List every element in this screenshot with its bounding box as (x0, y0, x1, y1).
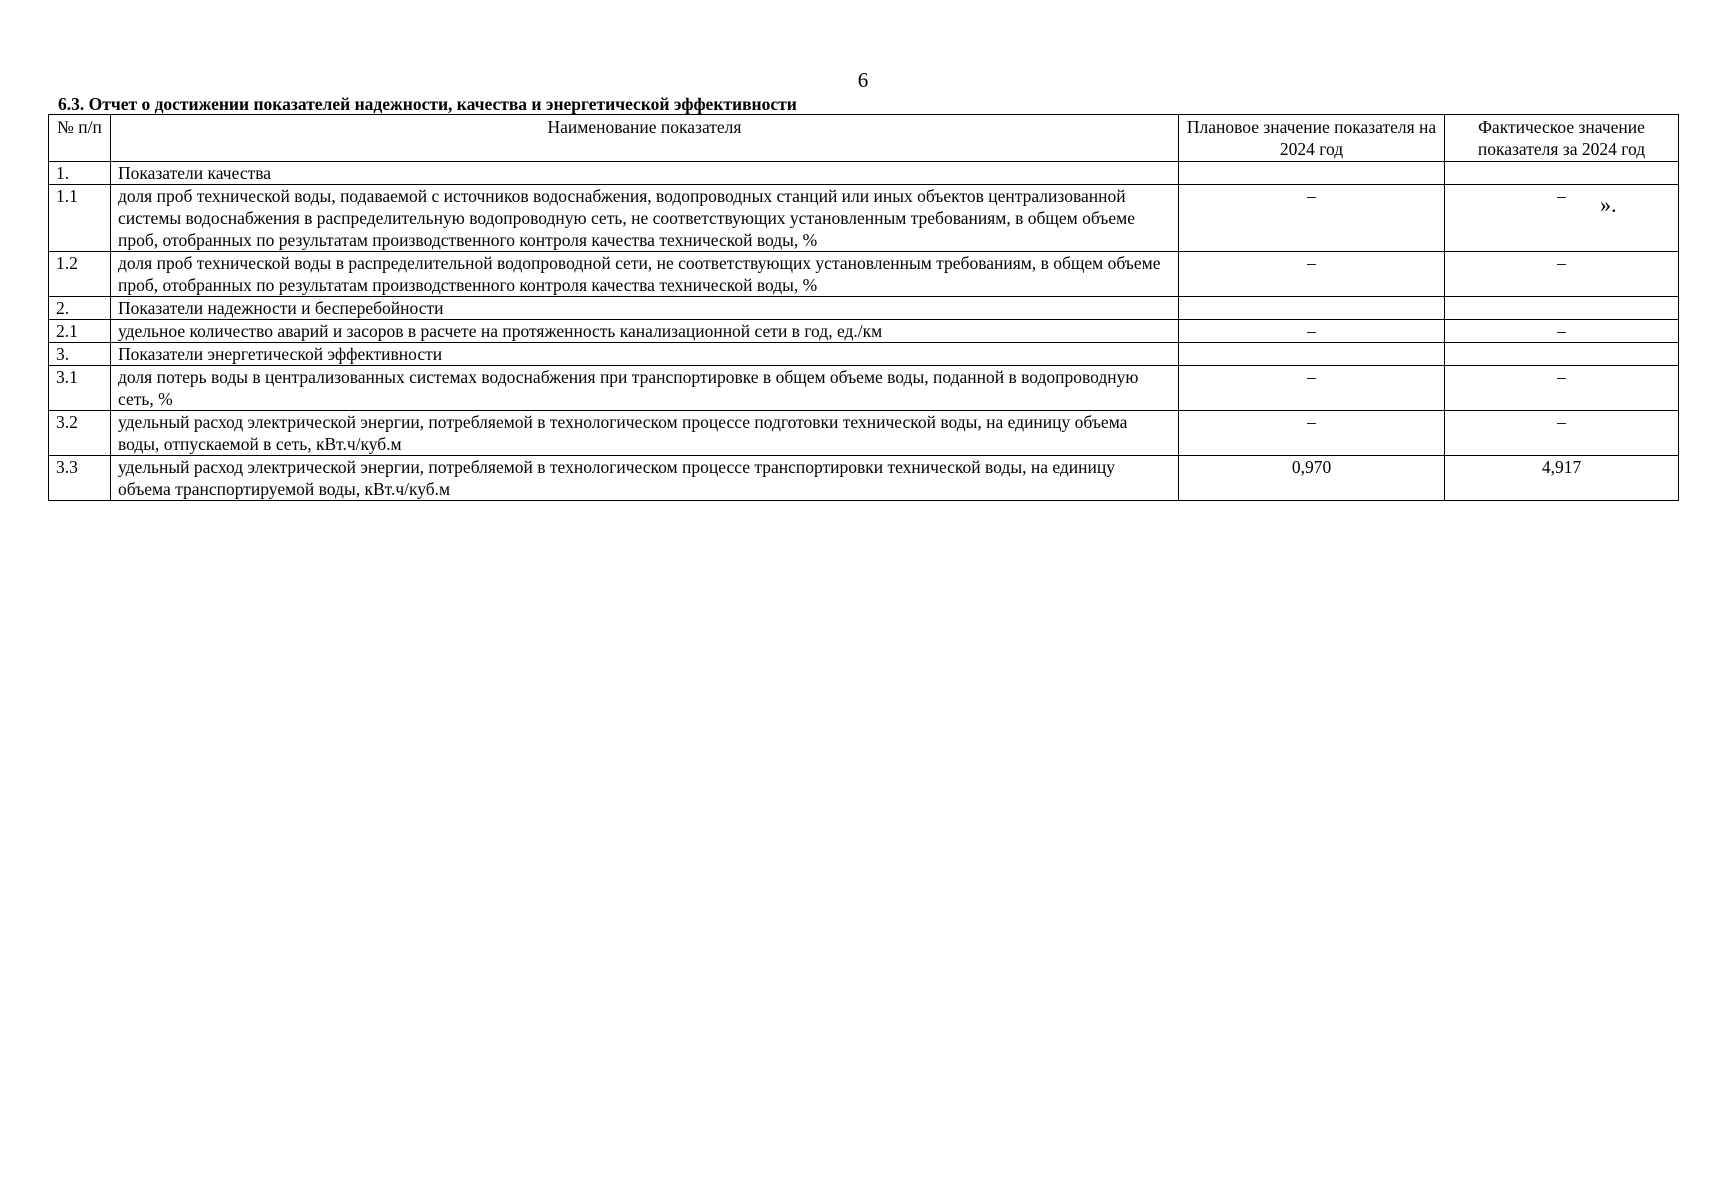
table-row (49, 297, 1679, 320)
row-name: удельное количество аварий и засоров в расчете на протяженность канализационной сети в год, ед./км (111, 320, 1179, 343)
row-num: 1. (49, 162, 111, 185)
row-plan (1179, 297, 1445, 320)
table-row (49, 366, 1679, 411)
table-row (49, 411, 1679, 456)
row-plan: – (1179, 252, 1445, 297)
row-num: 1.2 (49, 252, 111, 297)
row-name: Показатели надежности и бесперебойности (111, 297, 1179, 320)
row-num: 1.1 (49, 185, 111, 252)
row-fact: – (1445, 366, 1679, 411)
row-fact: – (1445, 411, 1679, 456)
table-row (49, 320, 1679, 343)
closing-quote-mark: ». (1600, 192, 1617, 217)
row-name: Показатели энергетической эффективности (111, 343, 1179, 366)
row-fact (1445, 297, 1679, 320)
table-row (49, 162, 1679, 185)
row-num: 3.2 (49, 411, 111, 456)
table-row (49, 185, 1679, 252)
row-fact: – (1445, 252, 1679, 297)
table-row (49, 456, 1679, 501)
row-num: 3.3 (49, 456, 111, 501)
header-plan: Плановое значение показателя на 2024 год (1179, 115, 1445, 162)
page-number: 6 (857, 68, 869, 92)
table-row (49, 252, 1679, 297)
row-num: 2. (49, 297, 111, 320)
row-num: 3. (49, 343, 111, 366)
row-name: удельный расход электрической энергии, потребляемой в технологическом процессе транспортировки технической воды, на единицу объема транспортируемой воды, кВт.ч/куб.м (111, 456, 1179, 501)
row-name: доля проб технической воды, подаваемой с источников водоснабжения, водопроводных станций или иных объектов централизованной системы водоснабжения в распределительную водопроводную сеть, не соответствующих установленным требованиям, в общем объеме проб, отобранных по результатам производственного контроля качества технической воды, % (111, 185, 1179, 252)
row-fact (1445, 162, 1679, 185)
row-plan (1179, 343, 1445, 366)
indicators-table (48, 114, 1679, 501)
row-num: 2.1 (49, 320, 111, 343)
header-fact: Фактическое значение показателя за 2024 год (1445, 115, 1679, 162)
section-title: 6.3. Отчет о достижении показателей надежности, качества и энергетической эффективности (58, 94, 797, 114)
row-plan: 0,970 (1179, 456, 1445, 501)
row-plan: – (1179, 320, 1445, 343)
row-name: Показатели качества (111, 162, 1179, 185)
header-name: Наименование показателя (111, 115, 1179, 162)
row-plan: – (1179, 411, 1445, 456)
row-name: удельный расход электрической энергии, потребляемой в технологическом процессе подготовки технической воды, на единицу объема воды, отпускаемой в сеть, кВт.ч/куб.м (111, 411, 1179, 456)
row-name: доля потерь воды в централизованных системах водоснабжения при транспортировке в общем объеме воды, поданной в водопроводную сеть, % (111, 366, 1179, 411)
row-plan (1179, 162, 1445, 185)
row-name: доля проб технической воды в распределительной водопроводной сети, не соответствующих установленным требованиям, в общем объеме проб, отобранных по результатам производственного контроля качества технической воды, % (111, 252, 1179, 297)
row-fact: – (1445, 185, 1679, 252)
row-fact: – (1445, 320, 1679, 343)
row-plan: – (1179, 185, 1445, 252)
row-num: 3.1 (49, 366, 111, 411)
row-fact (1445, 343, 1679, 366)
row-fact: 4,917 (1445, 456, 1679, 501)
row-plan: – (1179, 366, 1445, 411)
header-num: № п/п (49, 115, 111, 162)
table-row (49, 343, 1679, 366)
table-header-row (49, 115, 1679, 162)
